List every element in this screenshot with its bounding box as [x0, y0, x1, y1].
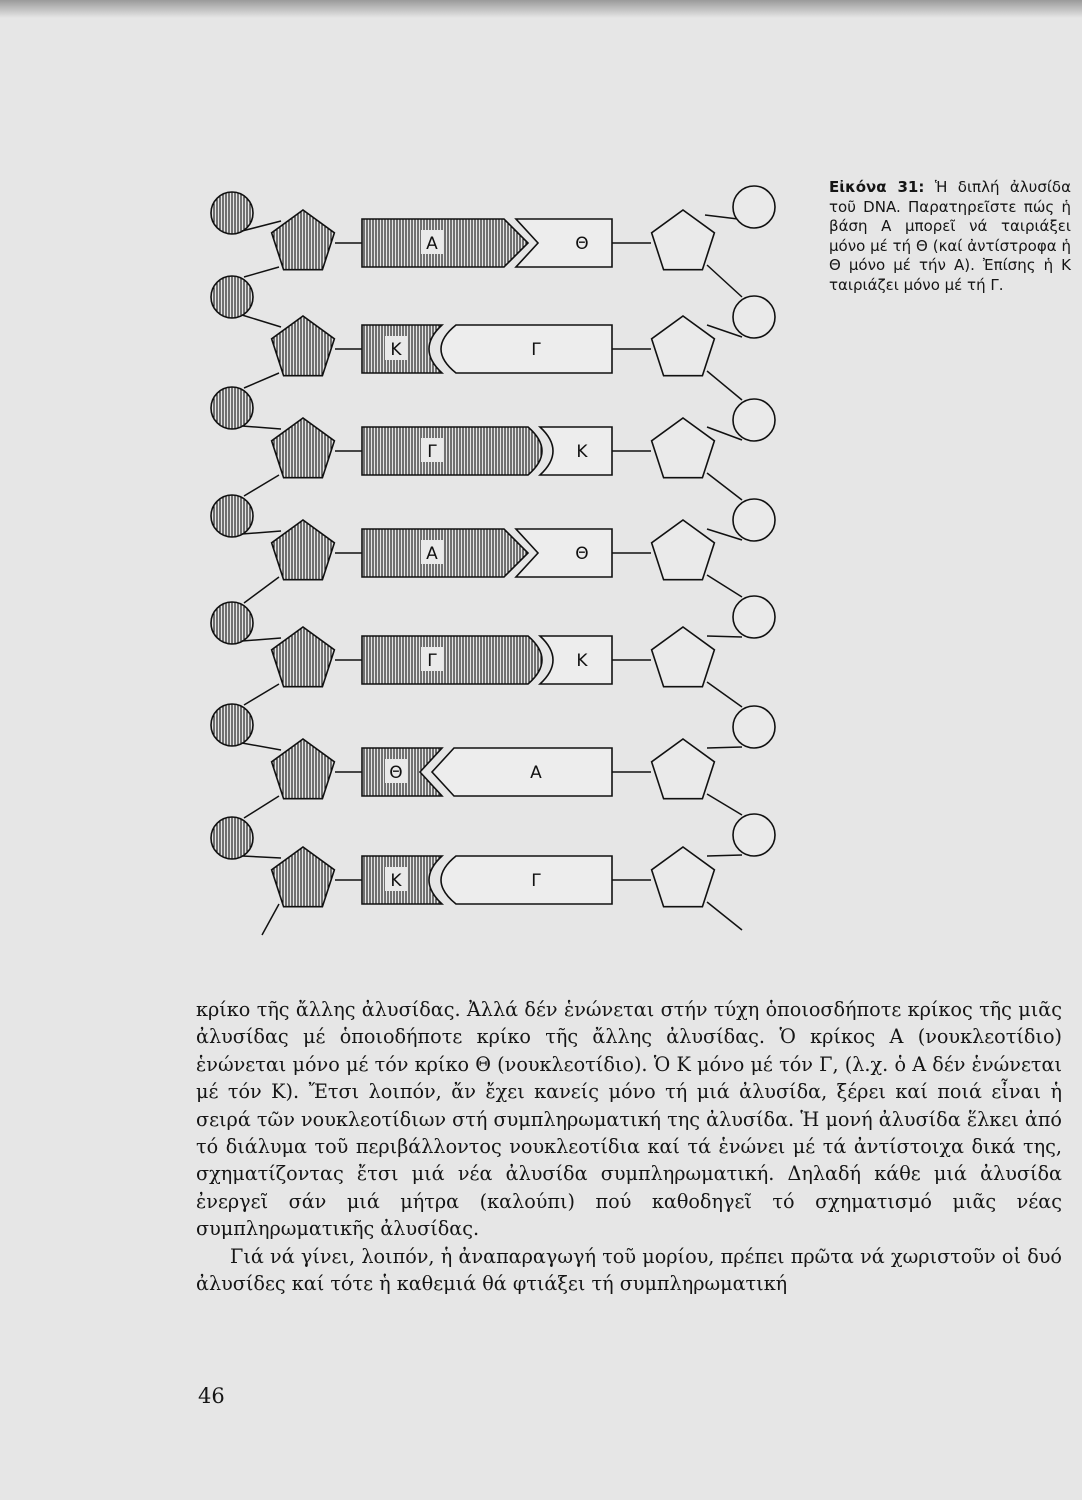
base-pair-row	[272, 847, 715, 907]
base-pair-row	[272, 520, 715, 580]
left-backbone-bond	[242, 856, 281, 858]
left-base-block	[362, 529, 528, 577]
right-phosphate	[733, 706, 775, 748]
right-sugar	[652, 847, 715, 907]
left-phosphate	[211, 817, 253, 859]
paragraph: Γιά νά γίνει, λοιπόν, ἡ ἀναπαραγωγή τοῦ μορίου, πρέπει πρῶτα νά χωριστοῦν οἱ δυό ἀλυσίδες καί τότε ἡ καθεμιά θά φτιάξει τή συμπληρωματική	[196, 1244, 1062, 1296]
right-base-block	[516, 529, 612, 577]
left-phosphate	[211, 495, 253, 537]
left-base-letter: Α	[426, 544, 438, 564]
right-base-letter: Θ	[575, 234, 589, 254]
base-pair-row	[272, 739, 715, 799]
left-backbone-bond	[244, 475, 279, 496]
left-backbone-bond	[242, 638, 281, 641]
figure-label: Εἰκόνα 31:	[829, 178, 925, 196]
right-phosphate	[733, 186, 775, 228]
right-backbone-bond	[707, 575, 742, 597]
right-backbone-bond	[707, 371, 742, 400]
figure-caption-text: Ἡ διπλή ἀλυσίδα τοῦ DNA. Παρατηρεῖστε πώς ἡ βάση Α μπορεῖ νά ταιριάξει μόνο μέ τή Θ (καί ἀντίστροφα ἡ Θ μόνο μέ τήν Α). Ἐπίσης ἡ Κ ταιριάζει μόνο μέ τή Γ.	[829, 178, 1071, 294]
figure-caption	[829, 178, 1071, 296]
base-pair-row	[272, 316, 715, 376]
left-backbone-bond	[242, 426, 281, 429]
base-pair-row	[272, 210, 715, 270]
left-sugar	[272, 520, 335, 580]
left-base-letter: Α	[426, 234, 438, 254]
right-sugar	[652, 520, 715, 580]
page-number: 46	[198, 1384, 225, 1408]
left-sugar	[272, 847, 335, 907]
right-phosphate	[733, 499, 775, 541]
left-backbone-tail	[262, 904, 279, 935]
right-backbone-bond	[707, 636, 742, 637]
right-sugar	[652, 316, 715, 376]
right-base-block	[516, 219, 612, 267]
right-sugar	[652, 739, 715, 799]
right-sugar	[652, 627, 715, 687]
right-phosphate	[733, 814, 775, 856]
right-base-letter: Κ	[576, 651, 588, 671]
left-backbone-bond	[242, 315, 281, 327]
right-base-letter: Γ	[531, 340, 541, 360]
left-sugar	[272, 210, 335, 270]
right-backbone-bond	[707, 682, 742, 707]
left-phosphate	[211, 276, 253, 318]
right-phosphate	[733, 596, 775, 638]
left-sugar	[272, 418, 335, 478]
base-pair-row	[272, 627, 715, 687]
left-base-letter: Θ	[389, 763, 403, 783]
right-phosphate	[733, 399, 775, 441]
paragraph: κρίκο τῆς ἄλλης ἀλυσίδας. Ἀλλά δέν ἑνώνεται στήν τύχη ὁποιοσδήποτε κρίκος τῆς μιᾶς ἀλυσίδας μέ ὁποιοδήποτε κρίκο τῆς ἄλλης ἀλυσίδας. Ὁ κρίκος Α (νουκλεοτίδιο) ἑνώνεται μόνο μέ τόν κρίκο Θ (νουκλεοτίδιο). Ὁ Κ μόνο μέ τόν Γ, (λ.χ. ὁ Α δέν ἑνώνεται μέ τόν Κ). Ἔτσι λοιπόν, ἄν ἔχει κανείς μόνο τή μιά ἀλυσίδα, ξέρει καί ποιά εἶναι ἡ σειρά τῶν νουκλεοτίδιων στή συμπληρωματική της ἀλυσίδα. Ἡ μονή ἀλυσίδα ἕλκει ἀπό τό διάλυμα τοῦ περιβάλλοντος νουκλεοτίδια καί τά ἑνώνει μέ τά ἀντίστοιχα δικά της, σχηματίζοντας ἔτσι μιά νέα ἀλυσίδα συμπληρωματική. Δηλαδή κάθε μιά ἀλυσίδα ἐνεργεῖ σάν μιά μήτρα (καλούπι) πού καθοδηγεῖ τό σχηματισμό μιᾶς νέας συμπληρωματικῆς ἀλυσίδας.	[196, 998, 1062, 1241]
left-backbone-bond	[244, 577, 279, 603]
left-backbone-bond	[242, 531, 281, 534]
left-phosphate	[211, 192, 253, 234]
left-base-block	[362, 219, 528, 267]
left-backbone-bond	[244, 267, 279, 277]
right-backbone-bond	[707, 473, 742, 500]
right-sugar	[652, 418, 715, 478]
left-backbone-bond	[244, 684, 279, 705]
right-base-block	[441, 856, 612, 904]
left-sugar	[272, 739, 335, 799]
right-base-letter: Γ	[531, 871, 541, 891]
right-backbone-tail	[707, 902, 742, 930]
right-backbone-bond	[707, 747, 742, 748]
left-phosphate	[211, 602, 253, 644]
right-backbone-bond	[707, 855, 742, 856]
left-base-letter: Γ	[427, 442, 437, 462]
left-base-letter: Κ	[390, 340, 402, 360]
right-backbone-bond	[707, 794, 742, 815]
left-base-block	[362, 636, 542, 684]
right-phosphate	[733, 296, 775, 338]
left-base-block	[362, 427, 542, 475]
left-backbone-bond	[242, 743, 281, 750]
right-base-block	[441, 325, 612, 373]
left-phosphate	[211, 387, 253, 429]
left-sugar	[272, 627, 335, 687]
right-base-letter: Θ	[575, 544, 589, 564]
right-base-block	[432, 748, 612, 796]
left-backbone-bond	[244, 796, 279, 818]
right-backbone-bond	[705, 215, 738, 219]
base-pair-row	[272, 418, 715, 478]
left-base-letter: Γ	[427, 651, 437, 671]
left-phosphate	[211, 704, 253, 746]
left-sugar	[272, 316, 335, 376]
left-base-letter: Κ	[390, 871, 402, 891]
left-backbone-bond	[244, 373, 279, 388]
body-text	[196, 996, 1062, 1297]
right-base-letter: Κ	[576, 442, 588, 462]
right-backbone-bond	[707, 265, 742, 297]
right-base-letter: Α	[530, 763, 542, 783]
right-sugar	[652, 210, 715, 270]
